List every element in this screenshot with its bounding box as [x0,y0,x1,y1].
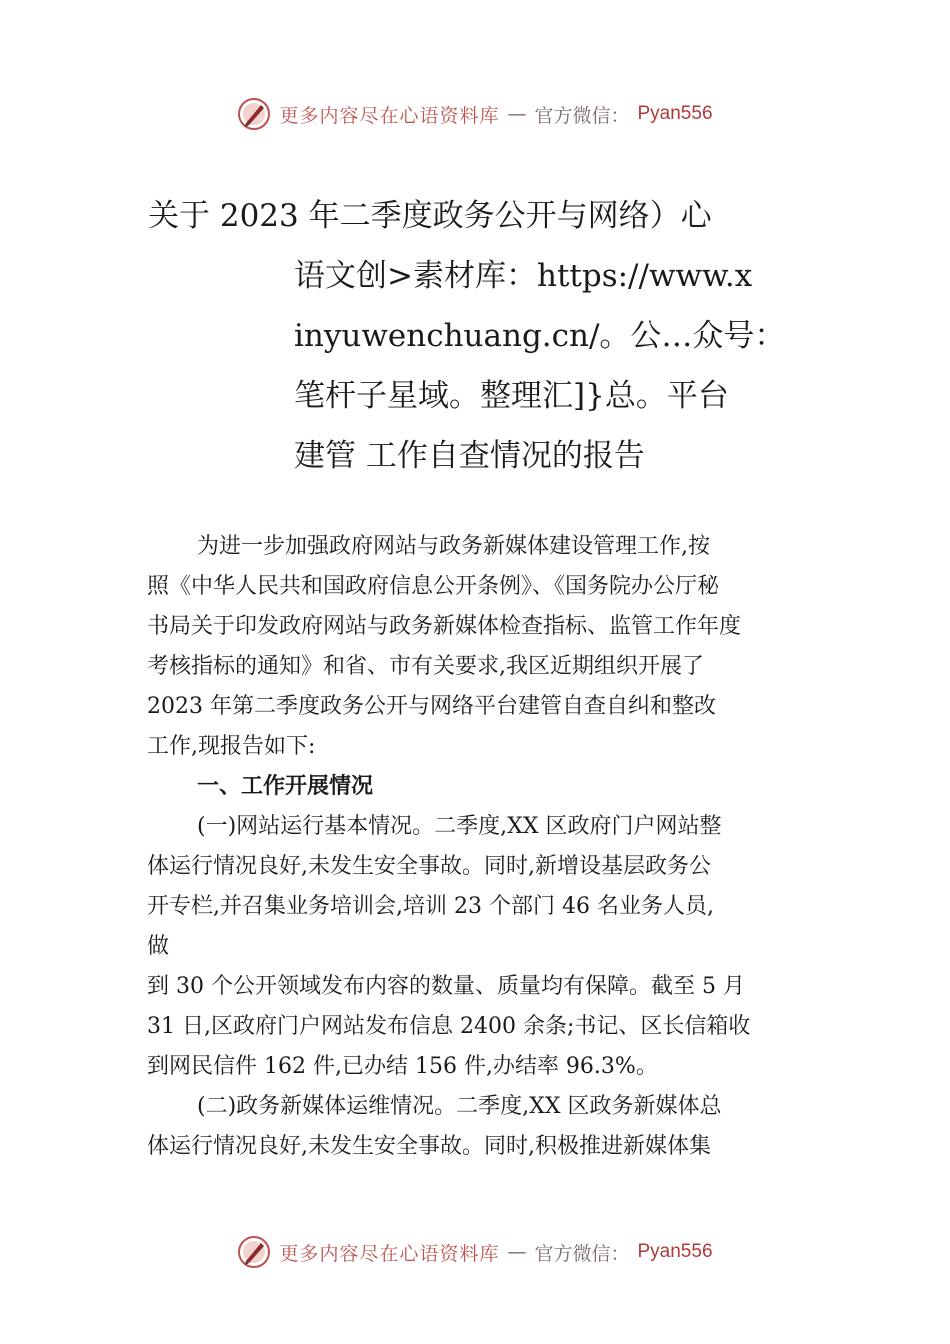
watermark-separator: — [507,103,527,125]
body-line: 2023 年第二季度政务公开与网络平台建管自查自纠和整改 [147,694,716,719]
body-line: 书局关于印发政府网站与政务新媒体检查指标、监管工作年度 [147,614,742,639]
body-line: 工作,现报告如下: [147,734,316,759]
document-title [148,186,798,486]
body-line: 到网民信件 162 件,已办结 156 件,办结率 96.3%。 [147,1054,658,1079]
body-line: 体运行情况良好,未发生安全事故。同时,新增设基层政务公 [147,854,711,879]
body-line: 31 日,区政府门户网站发布信息 2400 余条;书记、区长信箱收 [147,1014,751,1039]
watermark-separator: — [507,1241,527,1263]
body-line: (二)政务新媒体运维情况。二季度,XX 区政务新媒体总 [197,1094,722,1119]
title-line: 关于 2023 年二季度政务公开与网络）心 [148,198,712,234]
pen-logo-icon [237,97,271,131]
body-line: 做 [147,934,170,959]
pen-logo-icon [237,1235,271,1269]
title-line: 语文创>素材库：https://www.x [294,258,753,294]
watermark-wechat-label: 官方微信： [534,1242,630,1265]
body-line: 开专栏,并召集业务培训会,培训 23 个部门 46 名业务人员, [147,894,714,919]
title-line: 笔杆子星域。整理汇]}总。平台 [294,378,729,414]
body-line: 照《中华人民共和国政府信息公开条例》、《国务院办公厅秘 [147,574,720,599]
body-line: 为进一步加强政府网站与政务新媒体建设管理工作,按 [197,534,710,559]
document-body [147,527,807,1167]
watermark-wechat-id: Pyan556 [637,1241,713,1262]
body-line: 考核指标的通知》和省、市有关要求,我区近期组织开展了 [147,654,704,679]
watermark-text: 更多内容尽在心语资料库 [279,1242,500,1265]
body-line: 到 30 个公开领域发布内容的数量、质量均有保障。截至 5 月 [147,974,745,999]
section-heading: 一、工作开展情况 [197,774,374,799]
watermark-header [0,94,950,134]
body-line: 体运行情况良好,未发生安全事故。同时,积极推进新媒体集 [147,1134,711,1159]
body-line: (一)网站运行基本情况。二季度,XX 区政府门户网站整 [197,814,722,839]
watermark-wechat-label: 官方微信： [534,104,630,127]
watermark-text: 更多内容尽在心语资料库 [279,104,500,127]
title-line: inyuwenchuang.cn/。公…众号： [294,318,786,354]
title-line: 建管 工作自查情况的报告 [294,438,645,474]
watermark-footer [0,1232,950,1272]
watermark-wechat-id: Pyan556 [637,103,713,124]
